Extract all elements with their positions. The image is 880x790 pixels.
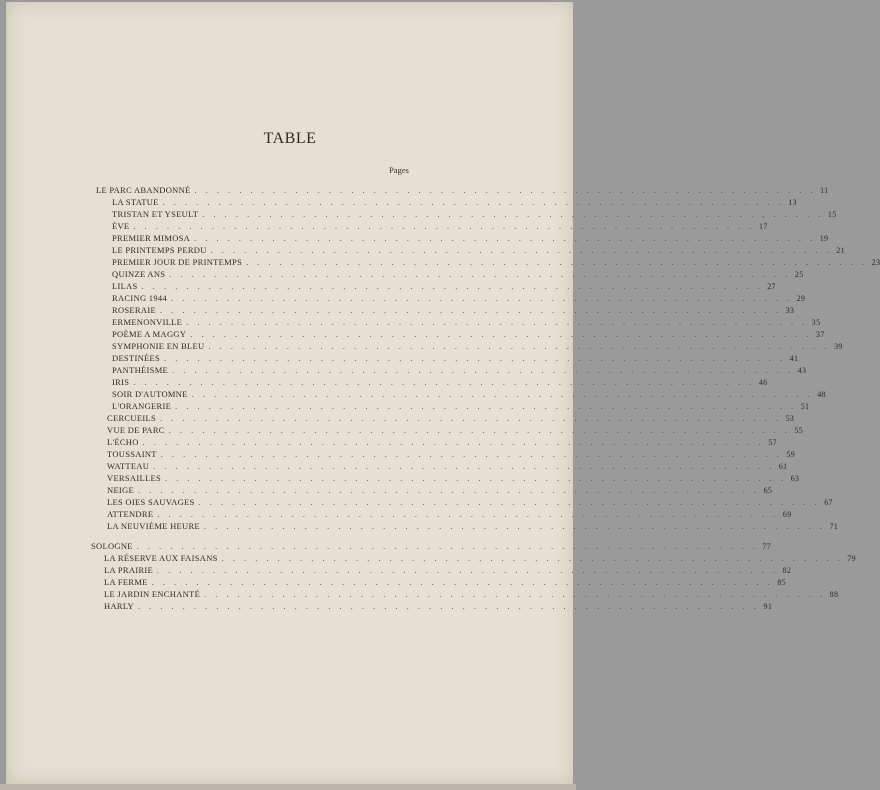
toc-entry-title: NEIGE — [107, 485, 134, 495]
toc-entry-title: LE PRINTEMPS PERDU — [112, 245, 207, 255]
toc-entry-title: PANTHÉISME — [112, 365, 169, 375]
dot-leader: . . . . . . . . . . . . . . . . . . . . . . . . . . . . . . . . . . . . . . . . . . . . . . . . . . . . . . . . — [171, 294, 793, 303]
toc-entry — [112, 365, 807, 377]
toc-entry — [107, 473, 800, 485]
toc-entry-title: IRIS — [112, 377, 130, 387]
dot-leader: . . . . . . . . . . . . . . . . . . . . . . . . . . . . . . . . . . . . . . . . . . . . . . . . . . . . . . . . — [246, 258, 868, 267]
dot-leader: . . . . . . . . . . . . . . . . . . . . . . . . . . . . . . . . . . . . . . . . . . . . . . . . . . . . . . . . — [194, 234, 816, 243]
toc-entry — [104, 565, 792, 577]
toc-entry-title: ÈVE — [112, 221, 130, 231]
toc-entry — [112, 317, 821, 329]
toc-entry-page: 77 — [762, 542, 771, 551]
toc-entry-title: PREMIER JOUR DE PRINTEMPS — [112, 257, 243, 267]
dot-leader: . . . . . . . . . . . . . . . . . . . . . . . . . . . . . . . . . . . . . . . . . . . . . . . . . . . . . . . . — [210, 246, 833, 255]
pages-column-header: Pages — [389, 165, 409, 175]
toc-entry — [107, 485, 773, 497]
toc-entry — [112, 245, 845, 257]
toc-entry-page: 13 — [788, 198, 797, 207]
toc-entry-page: 69 — [782, 510, 792, 519]
toc-entry-page: 35 — [811, 318, 821, 327]
toc-entry-title: LA STATUE — [112, 197, 159, 207]
toc-entry-page: 53 — [785, 414, 795, 423]
toc-entry — [112, 269, 804, 281]
dot-leader: . . . . . . . . . . . . . . . . . . . . . . . . . . . . . . . . . . . . . . . . . . . . . . . . . . . . . . . . — [151, 578, 774, 587]
toc-entry-title: LE PARC ABANDONNÉ — [96, 185, 191, 195]
toc-entry-title: LA RÉSERVE AUX FAISANS — [104, 553, 218, 563]
toc-entry-title: ROSERAIE — [112, 305, 156, 315]
dot-leader: . . . . . . . . . . . . . . . . . . . . . . . . . . . . . . . . . . . . . . . . . . . . . . . . . . . . . . . . — [159, 306, 782, 315]
toc-entry-page: 21 — [836, 246, 845, 255]
toc-entry-title: DESTINÉES — [112, 353, 161, 363]
toc-entry — [112, 389, 826, 401]
dot-leader: . . . . . . . . . . . . . . . . . . . . . . . . . . . . . . . . . . . . . . . . . . . . . . . . . . . . . . . . — [159, 414, 782, 423]
dot-leader: . . . . . . . . . . . . . . . . . . . . . . . . . . . . . . . . . . . . . . . . . . . . . . . . . . . . . . . . — [202, 210, 824, 219]
toc-entry-title: VUE DE PARC — [107, 425, 165, 435]
toc-entry — [112, 305, 795, 317]
dot-leader: . . . . . . . . . . . . . . . . . . . . . . . . . . . . . . . . . . . . . . . . . . . . . . . . . . . . . . . . — [194, 186, 817, 195]
toc-entry-title: HARLY — [104, 601, 134, 611]
toc-entry-page: 63 — [790, 474, 800, 483]
dot-leader: . . . . . . . . . . . . . . . . . . . . . . . . . . . . . . . . . . . . . . . . . . . . . . . . . . . . . . . . — [141, 282, 764, 291]
toc-entry-page: 85 — [777, 578, 786, 587]
toc-entry-page: 11 — [820, 186, 829, 195]
toc-entry-title: LE JARDIN ENCHANTÉ — [104, 589, 201, 599]
toc-entry — [112, 377, 768, 389]
toc-entry — [112, 221, 768, 233]
toc-entry — [112, 281, 776, 293]
toc-entry-page: 51 — [800, 402, 810, 411]
dot-leader: . . . . . . . . . . . . . . . . . . . . . . . . . . . . . . . . . . . . . . . . . . . . . . . . . . . . . . . . — [164, 354, 786, 363]
toc-entry-title: WATTEAU — [107, 461, 150, 471]
toc-entry — [112, 341, 843, 353]
background-strip — [0, 784, 576, 790]
toc-entry-page: 46 — [758, 378, 768, 387]
toc-entry-page: 15 — [827, 210, 837, 219]
dot-leader: . . . . . . . . . . . . . . . . . . . . . . . . . . . . . . . . . . . . . . . . . . . . . . . . . . . . . . . . — [165, 474, 787, 483]
toc-entry-title: TOUSSAINT — [107, 449, 157, 459]
toc-entry — [107, 521, 839, 533]
toc-entry — [112, 209, 837, 221]
toc-entry — [107, 461, 788, 473]
toc-entry-title: VERSAILLES — [107, 473, 161, 483]
toc-entry-page: 41 — [789, 354, 799, 363]
book-page — [6, 2, 880, 784]
toc-entry — [104, 553, 856, 565]
dot-leader: . . . . . . . . . . . . . . . . . . . . . . . . . . . . . . . . . . . . . . . . . . . . . . . . . . . . . . . . — [138, 486, 760, 495]
dot-leader: . . . . . . . . . . . . . . . . . . . . . . . . . . . . . . . . . . . . . . . . . . . . . . . . . . . . . . . . — [162, 198, 785, 207]
dot-leader: . . . . . . . . . . . . . . . . . . . . . . . . . . . . . . . . . . . . . . . . . . . . . . . . . . . . . . . . — [198, 498, 821, 507]
toc-entry — [112, 353, 799, 365]
toc-entry — [107, 497, 833, 509]
dot-leader: . . . . . . . . . . . . . . . . . . . . . . . . . . . . . . . . . . . . . . . . . . . . . . . . . . . . . . . . — [160, 450, 783, 459]
toc-entry — [107, 437, 777, 449]
toc-entry-page: 57 — [768, 438, 777, 447]
toc-entry-title: L'ÉCHO — [107, 437, 139, 447]
toc-entry-page: 91 — [763, 602, 773, 611]
dot-leader: . . . . . . . . . . . . . . . . . . . . . . . . . . . . . . . . . . . . . . . . . . . . . . . . . . . . . . . . — [175, 402, 797, 411]
toc-entry-title: TRISTAN ET YSEULT — [112, 209, 199, 219]
toc-entry — [112, 329, 825, 341]
toc-entry-title: LES OIES SAUVAGES — [107, 497, 195, 507]
dot-leader: . . . . . . . . . . . . . . . . . . . . . . . . . . . . . . . . . . . . . . . . . . . . . . . . . . . . . . . . — [169, 270, 791, 279]
toc-entry-page: 25 — [794, 270, 804, 279]
toc-entry-page: 59 — [786, 450, 795, 459]
toc-entry — [104, 601, 773, 613]
toc-entry-title: SOIR D'AUTOMNE — [112, 389, 188, 399]
toc-entry-page: 61 — [778, 462, 788, 471]
dot-leader: . . . . . . . . . . . . . . . . . . . . . . . . . . . . . . . . . . . . . . . . . . . . . . . . . . . . . . . . — [142, 438, 765, 447]
toc-entry-page: 88 — [829, 590, 839, 599]
dot-leader: . . . . . . . . . . . . . . . . . . . . . . . . . . . . . . . . . . . . . . . . . . . . . . . . . . . . . . . . — [136, 542, 759, 551]
toc-entry-page: 39 — [834, 342, 843, 351]
toc-entry-title: POÈME A MAGGY — [112, 329, 187, 339]
toc-entry-page: 33 — [785, 306, 795, 315]
toc-entry — [112, 293, 806, 305]
toc-entry — [107, 509, 792, 521]
toc-entry-page: 29 — [796, 294, 806, 303]
toc-entry-title: LA NEUVIÈME HEURE — [107, 521, 200, 531]
toc-entry-page: 19 — [819, 234, 829, 243]
toc-entry — [112, 233, 829, 245]
dot-leader: . . . . . . . . . . . . . . . . . . . . . . . . . . . . . . . . . . . . . . . . . . . . . . . . . . . . . . . . — [168, 426, 791, 435]
toc-entry-page: 82 — [782, 566, 792, 575]
toc-entry — [112, 197, 797, 209]
dot-leader: . . . . . . . . . . . . . . . . . . . . . . . . . . . . . . . . . . . . . . . . . . . . . . . . . . . . . . . . — [191, 390, 814, 399]
toc-entry-page: 27 — [767, 282, 776, 291]
toc-entry — [104, 589, 839, 601]
toc-entry — [112, 401, 810, 413]
dot-leader: . . . . . . . . . . . . . . . . . . . . . . . . . . . . . . . . . . . . . . . . . . . . . . . . . . . . . . . . — [186, 318, 808, 327]
dot-leader: . . . . . . . . . . . . . . . . . . . . . . . . . . . . . . . . . . . . . . . . . . . . . . . . . . . . . . . . — [221, 554, 844, 563]
toc-entry — [107, 425, 803, 437]
toc-entry-page: 48 — [817, 390, 826, 399]
dot-leader: . . . . . . . . . . . . . . . . . . . . . . . . . . . . . . . . . . . . . . . . . . . . . . . . . . . . . . . . — [133, 222, 756, 231]
dot-leader: . . . . . . . . . . . . . . . . . . . . . . . . . . . . . . . . . . . . . . . . . . . . . . . . . . . . . . . . — [153, 462, 775, 471]
toc-entry — [107, 413, 795, 425]
toc-entry-title: SOLOGNE — [91, 541, 133, 551]
toc-entry-page: 23 — [871, 258, 880, 267]
toc-entry-page: 17 — [759, 222, 768, 231]
dot-leader: . . . . . . . . . . . . . . . . . . . . . . . . . . . . . . . . . . . . . . . . . . . . . . . . . . . . . . . . — [157, 566, 779, 575]
toc-entry — [104, 577, 786, 589]
toc-entry-page: 55 — [794, 426, 803, 435]
toc-entry-page: 67 — [824, 498, 833, 507]
toc-entry-title: ATTENDRE — [107, 509, 154, 519]
dot-leader: . . . . . . . . . . . . . . . . . . . . . . . . . . . . . . . . . . . . . . . . . . . . . . . . . . . . . . . . — [204, 590, 826, 599]
toc-entry-title: PREMIER MIMOSA — [112, 233, 191, 243]
toc-entry-title: SYMPHONIE EN BLEU — [112, 341, 205, 351]
dot-leader: . . . . . . . . . . . . . . . . . . . . . . . . . . . . . . . . . . . . . . . . . . . . . . . . . . . . . . . . — [133, 378, 755, 387]
toc-entry-page: 79 — [847, 554, 856, 563]
toc-entry — [112, 257, 880, 269]
dot-leader: . . . . . . . . . . . . . . . . . . . . . . . . . . . . . . . . . . . . . . . . . . . . . . . . . . . . . . . . — [137, 602, 760, 611]
toc-entry-title: CERCUEILS — [107, 413, 156, 423]
toc-entry-title: ERMENONVILLE — [112, 317, 183, 327]
toc-entry-title: L'ORANGERIE — [112, 401, 172, 411]
toc-entry-title: QUINZE ANS — [112, 269, 166, 279]
toc-entry-title: LA PRAIRIE — [104, 565, 154, 575]
dot-leader: . . . . . . . . . . . . . . . . . . . . . . . . . . . . . . . . . . . . . . . . . . . . . . . . . . . . . . . . — [157, 510, 779, 519]
dot-leader: . . . . . . . . . . . . . . . . . . . . . . . . . . . . . . . . . . . . . . . . . . . . . . . . . . . . . . . . — [208, 342, 831, 351]
dot-leader: . . . . . . . . . . . . . . . . . . . . . . . . . . . . . . . . . . . . . . . . . . . . . . . . . . . . . . . . — [190, 330, 812, 339]
toc-entry-page: 43 — [797, 366, 807, 375]
dot-leader: . . . . . . . . . . . . . . . . . . . . . . . . . . . . . . . . . . . . . . . . . . . . . . . . . . . . . . . . — [172, 366, 794, 375]
toc-entry — [91, 541, 771, 553]
toc-entry-page: 37 — [815, 330, 825, 339]
toc-entry — [107, 449, 795, 461]
toc-entry-title: RACING 1944 — [112, 293, 168, 303]
toc-entry — [96, 185, 829, 197]
toc-entry-page: 65 — [763, 486, 773, 495]
page-title: TABLE — [263, 130, 317, 147]
toc-entry-title: LILAS — [112, 281, 138, 291]
dot-leader: . . . . . . . . . . . . . . . . . . . . . . . . . . . . . . . . . . . . . . . . . . . . . . . . . . . . . . . . — [203, 522, 826, 531]
toc-entry-page: 71 — [829, 522, 839, 531]
toc-entry-title: LA FERME — [104, 577, 148, 587]
